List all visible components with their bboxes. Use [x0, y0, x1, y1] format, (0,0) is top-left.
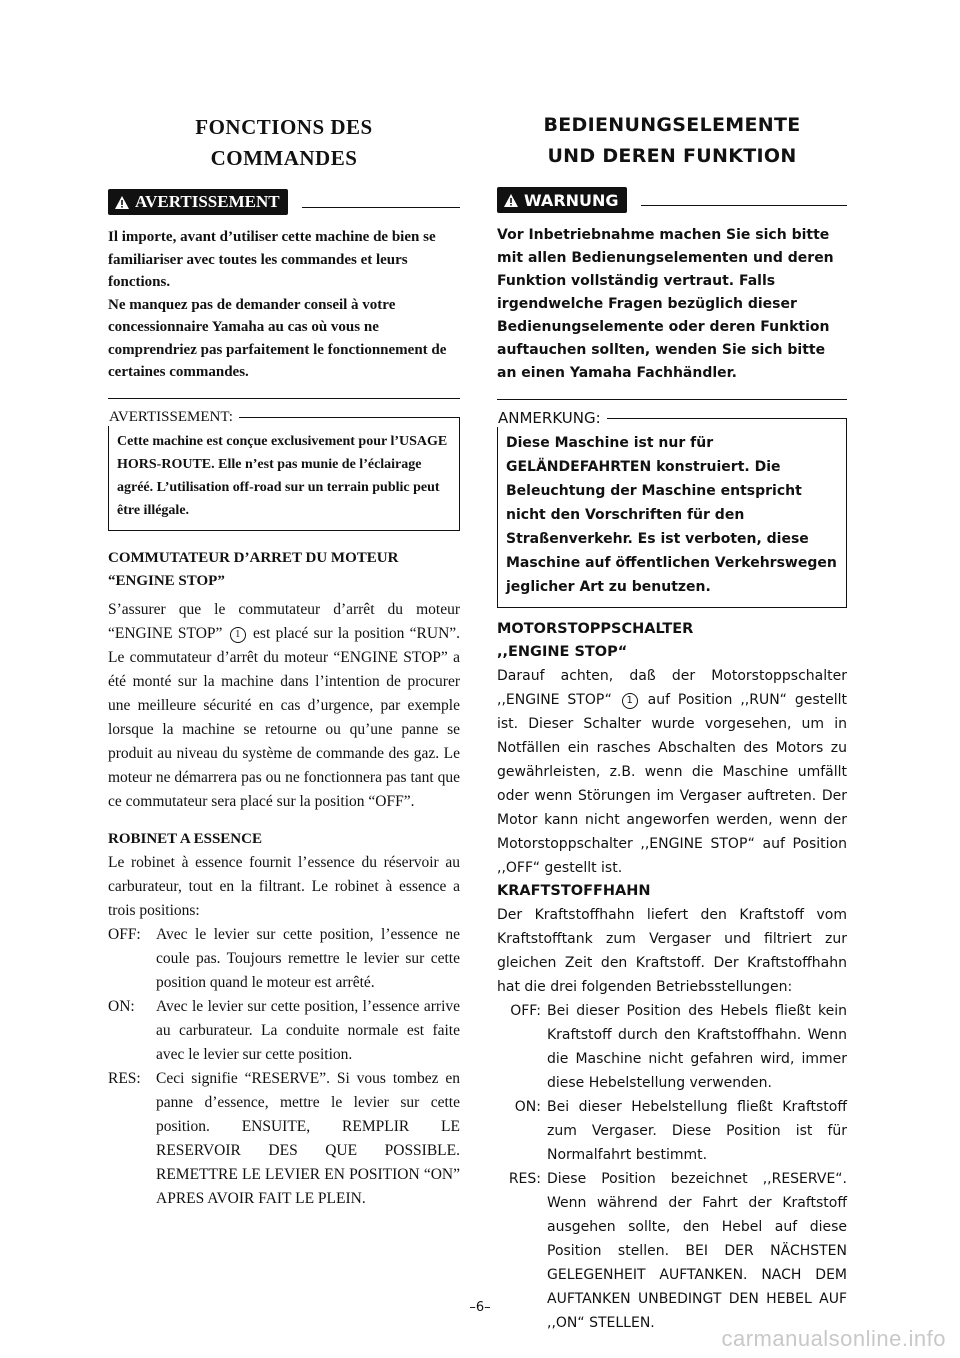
list-item	[108, 995, 460, 1067]
de-warning-rule	[641, 205, 847, 206]
circled-number-1-icon: 1	[230, 627, 246, 643]
fr-warning-badge	[108, 189, 288, 215]
de-section-engine-stop	[497, 618, 847, 880]
fr-title-line2: COMMANDES	[210, 146, 358, 170]
de-warning-text: Vor Inbetriebnahme machen Sie sich bitte mit allen Bedienungselementen und deren Funktion vollständig vertraut. Falls irgendwelche Fragen bezüglich dieser Bedienungselemente oder deren Funktion auftauchen sollten, wenden Sie sich bitte an einen Yamaha Fachhändler.	[497, 227, 834, 381]
de-warning-header	[497, 186, 847, 214]
de-section-fuel-cock	[497, 880, 847, 1335]
de-section1-heading	[497, 618, 847, 664]
fr-position-text: Ceci signifie “RESERVE”. Si vous tombez en panne d’essence, mettre le levier sur cette position. ENSUITE, REMPLIR LE RESERVOIR DES QUE POSSIBLE. REMETTRE LE LEVIER EN POSITION “ON” APRES AVOIR FAIT LE PLEIN.	[156, 1069, 460, 1207]
de-section2-heading: KRAFTSTOFFHAHN	[497, 883, 651, 899]
de-position-key: OFF:	[510, 1003, 541, 1019]
de-note-label: ANMERKUNG:	[496, 409, 607, 427]
fr-title	[108, 112, 460, 174]
fr-warning-text: Il importe, avant d’utiliser cette machine de bien se familiariser avec toutes les commandes et leurs fonctions. Ne manquez pas de demander conseil à votre concessionnaire Yamaha au cas où vous ne comprendriez pas parfaitement le fonctionnement de certaines commandes.	[108, 229, 447, 380]
fr-warning-divider	[108, 398, 460, 399]
fr-position-key: ON:	[108, 997, 135, 1015]
fr-section1-text-b: est placé sur la position “RUN”. Le commutateur d’arrêt du moteur “ENGINE STOP” a été monté sur la machine dans l’intention de procurer une meilleure sécurité en cas d’urgence, par exemple lorsque la machine se retourne ou qu’une panne se produit au niveau du système de commande des gaz. Le moteur ne démarrera pas ou ne fonctionnera pas tant que ce commutateur sera placé sur la position “OFF”.	[108, 624, 461, 810]
fr-section-fuel-cock	[108, 828, 460, 1211]
de-position-text: Bei dieser Hebelstellung fließt Kraftstoff zum Vergaser. Diese Position ist für Normalfahrt bestimmt.	[547, 1099, 847, 1163]
de-section2-text: Der Kraftstoffhahn liefert den Kraftstoff vom Kraftstofftank zum Vergaser und filtriert zur gleichen Zeit den Kraftstoff. Der Kraftstoffhahn hat die drei folgenden Betriebsstellungen:	[497, 907, 847, 995]
page-number: –6–	[469, 1300, 491, 1315]
de-warning-divider	[497, 399, 847, 400]
fr-positions-list	[108, 923, 460, 1211]
de-position-text: Diese Position bezeichnet ,,RESERVE“. Wenn während der Fahrt der Kraftstoff ausgehen sollte, den Hebel auf diese Position stellen. BEI DER NÄCHSTEN GELEGENHEIT AUFTANKEN. NACH DEM AUFTANKEN UNBEDINGT DEN HEBEL AUF ,,ON“ STELLEN.	[547, 1171, 847, 1331]
de-title	[497, 110, 847, 172]
de-position-key: ON:	[514, 1099, 541, 1115]
french-column	[108, 110, 460, 1211]
fr-warning-label: AVERTISSEMENT	[135, 192, 280, 211]
fr-section2-text: Le robinet à essence fournit l’essence du réservoir au carburateur, tout en la filtrant. Le robinet à essence a trois positions:	[108, 853, 460, 919]
de-section1-text-b: auf Position ,,RUN“ gestellt ist. Dieser Schalter wurde vorgesehen, um in Notfällen ein rasches Abschalten des Motors zu gewährleisten, z.B. wenn die Maschine umfällt oder wenn Störungen im Vergaser auftreten. Der Motor kann nicht angeworfen werden, wenn der Motorstoppschalter ,,ENGINE STOP“ auf Position ,,OFF“ gestellt ist.	[497, 692, 847, 876]
fr-position-key: OFF:	[108, 925, 141, 943]
warning-triangle-icon	[503, 193, 519, 208]
de-warning-label: WARNUNG	[524, 190, 619, 210]
fr-section1-heading: COMMUTATEUR D’ARRET DU MOTEUR “ENGINE STOP”	[108, 549, 399, 589]
de-warning-badge	[497, 187, 627, 213]
fr-section2-heading: ROBINET A ESSENCE	[108, 830, 262, 847]
de-section1-text	[497, 664, 847, 880]
list-item	[108, 923, 460, 995]
de-position-key: RES:	[508, 1171, 541, 1187]
german-column	[497, 110, 847, 1335]
de-positions-list	[497, 999, 847, 1335]
fr-section1-text	[108, 598, 460, 814]
warning-triangle-icon	[114, 195, 130, 210]
de-note-box	[497, 409, 847, 608]
fr-section1-text-a: S’assurer que le commutateur d’arrêt du moteur “ENGINE STOP”	[108, 600, 460, 642]
fr-section-engine-stop	[108, 547, 460, 814]
fr-title-line1: FONCTIONS DES	[195, 115, 373, 139]
fr-note-label: AVERTISSEMENT:	[107, 408, 239, 426]
fr-note-box	[108, 408, 460, 531]
de-title-line1: BEDIENUNGSELEMENTE	[543, 114, 801, 136]
list-item	[108, 1067, 460, 1211]
list-item	[497, 999, 847, 1095]
de-title-line2: UND DEREN FUNKTION	[547, 145, 797, 167]
de-position-text: Bei dieser Position des Hebels fließt kein Kraftstoff durch den Kraftstoffhahn. Wenn die Maschine nicht gefahren wird, immer diese Hebelstellung verwenden.	[547, 1003, 847, 1091]
de-section1-text-a: Darauf achten, daß der Motorstoppschalter ,,ENGINE STOP“	[497, 668, 847, 708]
fr-warning-header	[108, 188, 460, 216]
fr-position-text: Avec le levier sur cette position, l’essence ne coule pas. Toujours remettre le levier sur cette position quand le moteur est arrêté.	[156, 925, 460, 991]
de-section1-heading-line2: ,,ENGINE STOP“	[497, 644, 628, 660]
de-note-text: Diese Maschine ist nur für GELÄNDEFAHRTEN konstruiert. Die Beleuchtung der Maschine entspricht nicht den Vorschriften für den Straßenverkehr. Es ist verboten, diese Maschine auf öffentlichen Verkehrswegen jeglicher Art zu benutzen.	[506, 435, 837, 595]
de-section1-heading-line1: MOTORSTOPPSCHALTER	[497, 621, 694, 637]
circled-number-1-icon: 1	[622, 693, 638, 709]
watermark: carmanualsonline.info	[721, 1326, 946, 1351]
fr-warning-rule	[302, 207, 460, 208]
fr-note-text: Cette machine est conçue exclusivement pour l’USAGE HORS-ROUTE. Elle n’est pas munie de l’éclairage agréé. L’utilisation off-road sur un terrain public peut être illégale.	[117, 433, 448, 518]
fr-position-key: RES:	[108, 1069, 141, 1087]
list-item	[497, 1095, 847, 1167]
fr-position-text: Avec le levier sur cette position, l’essence arrive au carburateur. La conduite normale est faite avec le levier sur cette position.	[156, 997, 460, 1063]
